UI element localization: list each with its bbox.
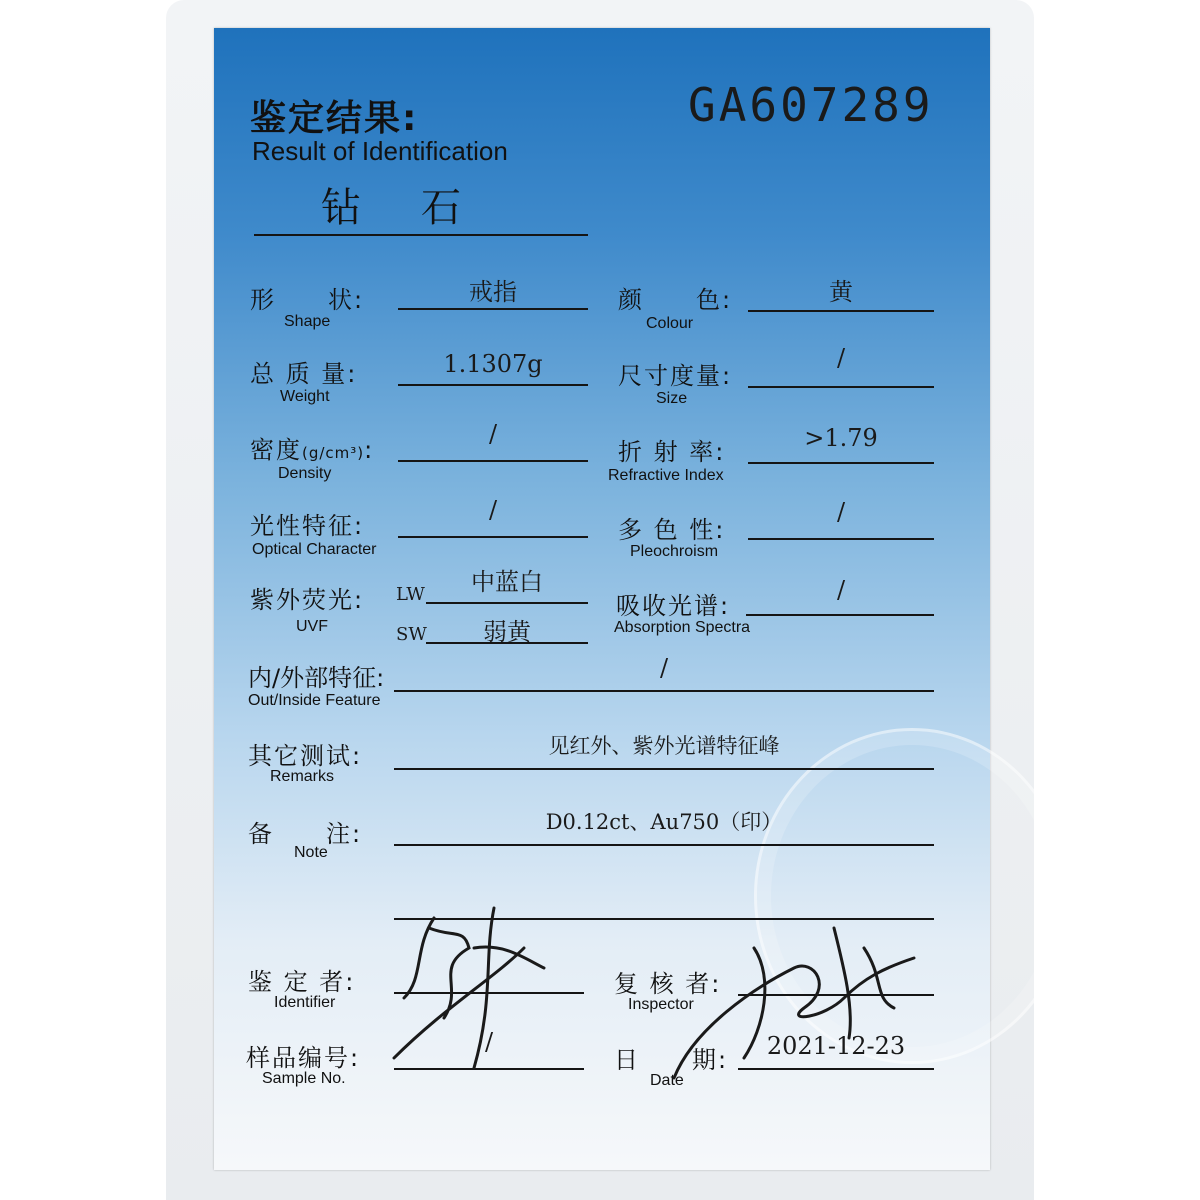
date-value: 2021-12-23 — [766, 1032, 906, 1060]
result-underline — [254, 234, 588, 236]
size-value: / — [836, 344, 846, 372]
colour-label-en: Colour — [646, 315, 694, 332]
feature-label-cn: 内/外部特征: — [248, 664, 385, 692]
density-value: / — [488, 420, 498, 448]
density-underline — [398, 460, 588, 462]
note-label-cn: 备 注: — [248, 820, 363, 848]
ri-label-cn: 折 射 率: — [618, 438, 726, 466]
certificate-number: GA607289 — [688, 78, 934, 132]
shape-label-cn: 形 状: — [250, 286, 365, 314]
shape-label-en: Shape — [284, 313, 331, 330]
size-label-en: Size — [656, 390, 688, 407]
absorption-label-en: Absorption Spectra — [614, 619, 751, 636]
sample-label-en: Sample No. — [262, 1070, 346, 1087]
ri-label-en: Refractive Index — [608, 467, 724, 484]
remarks-label-cn: 其它测试: — [248, 742, 363, 770]
ri-underline — [748, 462, 934, 464]
date-label-en: Date — [650, 1072, 684, 1089]
absorption-underline — [746, 614, 934, 616]
pleo-underline — [748, 538, 934, 540]
optical-label-en: Optical Character — [252, 541, 377, 558]
title-en: Result of Identification — [252, 136, 508, 166]
uvf-lw-value: 中蓝白 — [471, 568, 543, 596]
identifier-label-cn: 鉴 定 者: — [248, 968, 356, 996]
density-label-en: Density — [278, 465, 332, 482]
colour-underline — [748, 310, 934, 312]
absorption-value: / — [836, 576, 846, 604]
uvf-sw-underline — [426, 642, 588, 644]
remarks-value: 见红外、紫外光谱特征峰 — [548, 734, 780, 758]
inspector-signature — [634, 908, 934, 1088]
uvf-label-cn: 紫外荧光: — [250, 586, 365, 614]
inspector-label-en: Inspector — [628, 996, 694, 1013]
remarks-underline — [394, 768, 934, 770]
density-unit: (g/cm³) — [302, 444, 365, 462]
uvf-lw-label: LW — [396, 584, 425, 605]
absorption-label-cn: 吸收光谱: — [616, 592, 731, 620]
pleo-label-cn: 多 色 性: — [618, 516, 726, 544]
density-label-text: 密度 — [250, 436, 302, 464]
ri-value: >1.79 — [804, 424, 878, 452]
title-cn: 鉴定结果: — [250, 98, 419, 139]
note-value: D0.12ct、Au750（印） — [545, 810, 783, 834]
note-label-en: Note — [294, 844, 328, 861]
certificate-card — [214, 28, 990, 1170]
pleo-label-en: Pleochroism — [630, 543, 719, 560]
shape-value: 戒指 — [469, 278, 517, 306]
size-label-cn: 尺寸度量: — [618, 362, 733, 390]
density-label-cn — [250, 430, 374, 465]
optical-underline — [398, 536, 588, 538]
sample-label-cn: 样品编号: — [246, 1044, 361, 1072]
date-label-cn: 日 期: — [614, 1046, 729, 1074]
colour-value: 黄 — [829, 278, 853, 306]
optical-value: / — [488, 496, 498, 524]
inspector-label-cn: 复 核 者: — [614, 970, 722, 998]
colour-label-cn: 颜 色: — [618, 286, 733, 314]
feature-value: / — [659, 654, 669, 682]
optical-label-cn: 光性特征: — [250, 512, 365, 540]
uvf-sw-label: SW — [396, 624, 427, 645]
weight-underline — [398, 384, 588, 386]
weight-value: 1.1307g — [443, 350, 543, 378]
density-colon: : — [364, 436, 375, 464]
uvf-lw-underline — [426, 602, 588, 604]
identifier-signature — [374, 888, 574, 1088]
size-underline — [748, 386, 934, 388]
pleo-value: / — [836, 498, 846, 526]
weight-label-cn: 总 质 量: — [250, 360, 358, 388]
note-underline — [394, 844, 934, 846]
identification-result: 钻石 — [321, 185, 521, 231]
uvf-sw-value: 弱黄 — [483, 618, 531, 646]
weight-label-en: Weight — [280, 388, 330, 405]
feature-label-en: Out/Inside Feature — [248, 692, 381, 709]
sample-value: / — [484, 1028, 494, 1056]
remarks-label-en: Remarks — [270, 768, 335, 785]
uvf-label-en: UVF — [296, 618, 328, 635]
identifier-label-en: Identifier — [274, 994, 336, 1011]
shape-underline — [398, 308, 588, 310]
feature-underline — [394, 690, 934, 692]
